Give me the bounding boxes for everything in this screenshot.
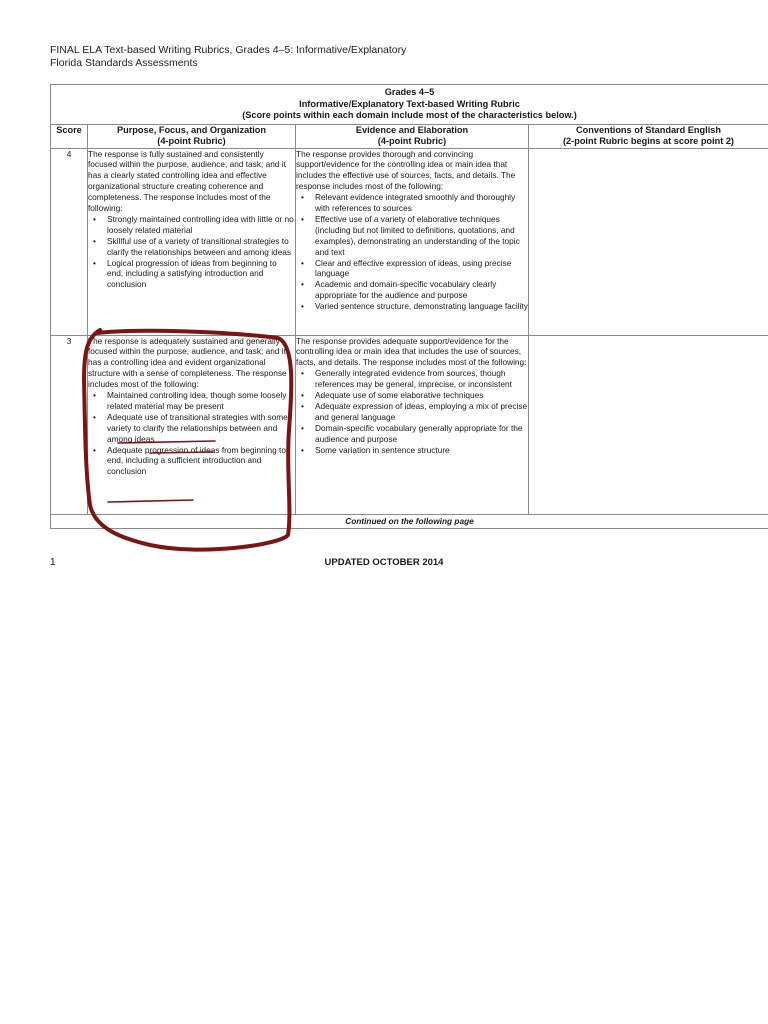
list-item: • Adequate progression of ideas from beginning to end, including a sufficient introduction and conclusion (105, 445, 295, 478)
rubric-note: (Score points within each domain include most of the characteristics below.) (242, 110, 577, 120)
list-item: • Strongly maintained controlling idea with little or no loosely related material (105, 214, 295, 236)
evidence-cell (296, 335, 529, 514)
list-item: • Adequate use of some elaborative techniques (313, 390, 528, 401)
rubric-row-score-3 (51, 335, 768, 514)
rubric-table (50, 84, 768, 529)
updated-label: UPDATED OCTOBER 2014 (324, 557, 444, 568)
list-item: • Some variation in sentence structure (313, 445, 528, 456)
continued-note: Continued on the following page (51, 514, 768, 529)
column-header-purpose (88, 124, 296, 148)
purpose-intro: The response is adequately sustained and generally focused within the purpose, audience, and task; and it has a controlling idea and evident organizational structure with a sense of completeness. The response includes most of the following: (88, 335, 287, 390)
evidence-list (296, 192, 528, 312)
purpose-list (88, 390, 295, 477)
purpose-intro: The response is fully sustained and consistently focused within the purpose, audience, and task; and it has a clearly stated controlling idea and effective organizational structure creating coherence and completeness. The response includes most of the following: (88, 148, 286, 214)
column-header-evidence (296, 124, 529, 148)
score-cell: 3 (51, 335, 88, 514)
rubric-grade-label: Grades 4–5 (384, 87, 435, 97)
list-item: • Clear and effective expression of ideas, using precise language (313, 258, 528, 280)
document-subtitle: Florida Standards Assessments (50, 57, 198, 69)
list-item: • Generally integrated evidence from sources, though references may be general, imprecise, or inconsistent (313, 368, 528, 390)
purpose-cell (88, 335, 296, 514)
list-item: • Domain-specific vocabulary generally appropriate for the audience and purpose (313, 423, 528, 445)
evidence-intro: The response provides adequate support/evidence for the controlling idea or main idea that includes the use of sources, facts, and details. The response includes most of the following: (296, 335, 527, 368)
rubric-title (51, 85, 768, 125)
list-item: • Relevant evidence integrated smoothly and thoroughly with references to sources (313, 192, 528, 214)
column-header-evidence-points: (4-point Rubric) (377, 136, 447, 146)
list-item: • Varied sentence structure, demonstrating language facility (313, 301, 528, 312)
column-header-conventions-points: (2-point Rubric begins at score point 2) (562, 136, 734, 146)
list-item: • Effective use of a variety of elaborative techniques (including but not limited to definitions, quotations, and examples), demonstrating an understanding of the topic and text (313, 214, 528, 258)
column-header-conventions (529, 124, 768, 148)
rubric-name: Informative/Explanatory Text-based Writing Rubric (299, 98, 520, 109)
column-header-score (51, 124, 88, 148)
continued-row (51, 514, 768, 529)
list-item: • Logical progression of ideas from beginning to end, including a satisfying introduction and conclusion (105, 258, 295, 291)
column-header-purpose-label: Purpose, Focus, and Organization (116, 124, 267, 135)
list-item: • Maintained controlling idea, though some loosely related material may be present (105, 390, 295, 412)
purpose-cell (88, 148, 296, 335)
column-header-conventions-label: Conventions of Standard English (576, 124, 721, 135)
document-header (50, 44, 406, 70)
rubric-title-row (51, 85, 768, 125)
list-item: • Adequate use of transitional strategies with some variety to clarify the relationships between and among ideas (105, 412, 295, 445)
column-header-row (51, 124, 768, 148)
rubric-row-score-4 (51, 148, 768, 335)
list-item: • Adequate expression of ideas, employing a mix of precise and general language (313, 401, 528, 423)
column-header-evidence-label: Evidence and Elaboration (355, 124, 469, 135)
score-cell: 4 (51, 148, 88, 335)
evidence-list (296, 368, 528, 455)
page-number: 1 (50, 557, 56, 568)
conventions-cell (529, 335, 768, 514)
list-item: • Skillful use of a variety of transitional strategies to clarify the relationships between and among ideas (105, 236, 295, 258)
evidence-intro: The response provides thorough and convincing support/evidence for the controlling idea or main idea that includes the effective use of sources, facts, and details. The response includes most of the following: (296, 148, 516, 192)
column-header-purpose-points: (4-point Rubric) (157, 136, 226, 146)
list-item: • Academic and domain-specific vocabulary clearly appropriate for the audience and purpose (313, 279, 528, 301)
column-header-score-label: Score (56, 124, 82, 135)
conventions-cell (529, 148, 768, 335)
evidence-cell (296, 148, 529, 335)
document-title: FINAL ELA Text-based Writing Rubrics, Grades 4–5: Informative/Explanatory (50, 44, 407, 56)
purpose-list (88, 214, 295, 290)
